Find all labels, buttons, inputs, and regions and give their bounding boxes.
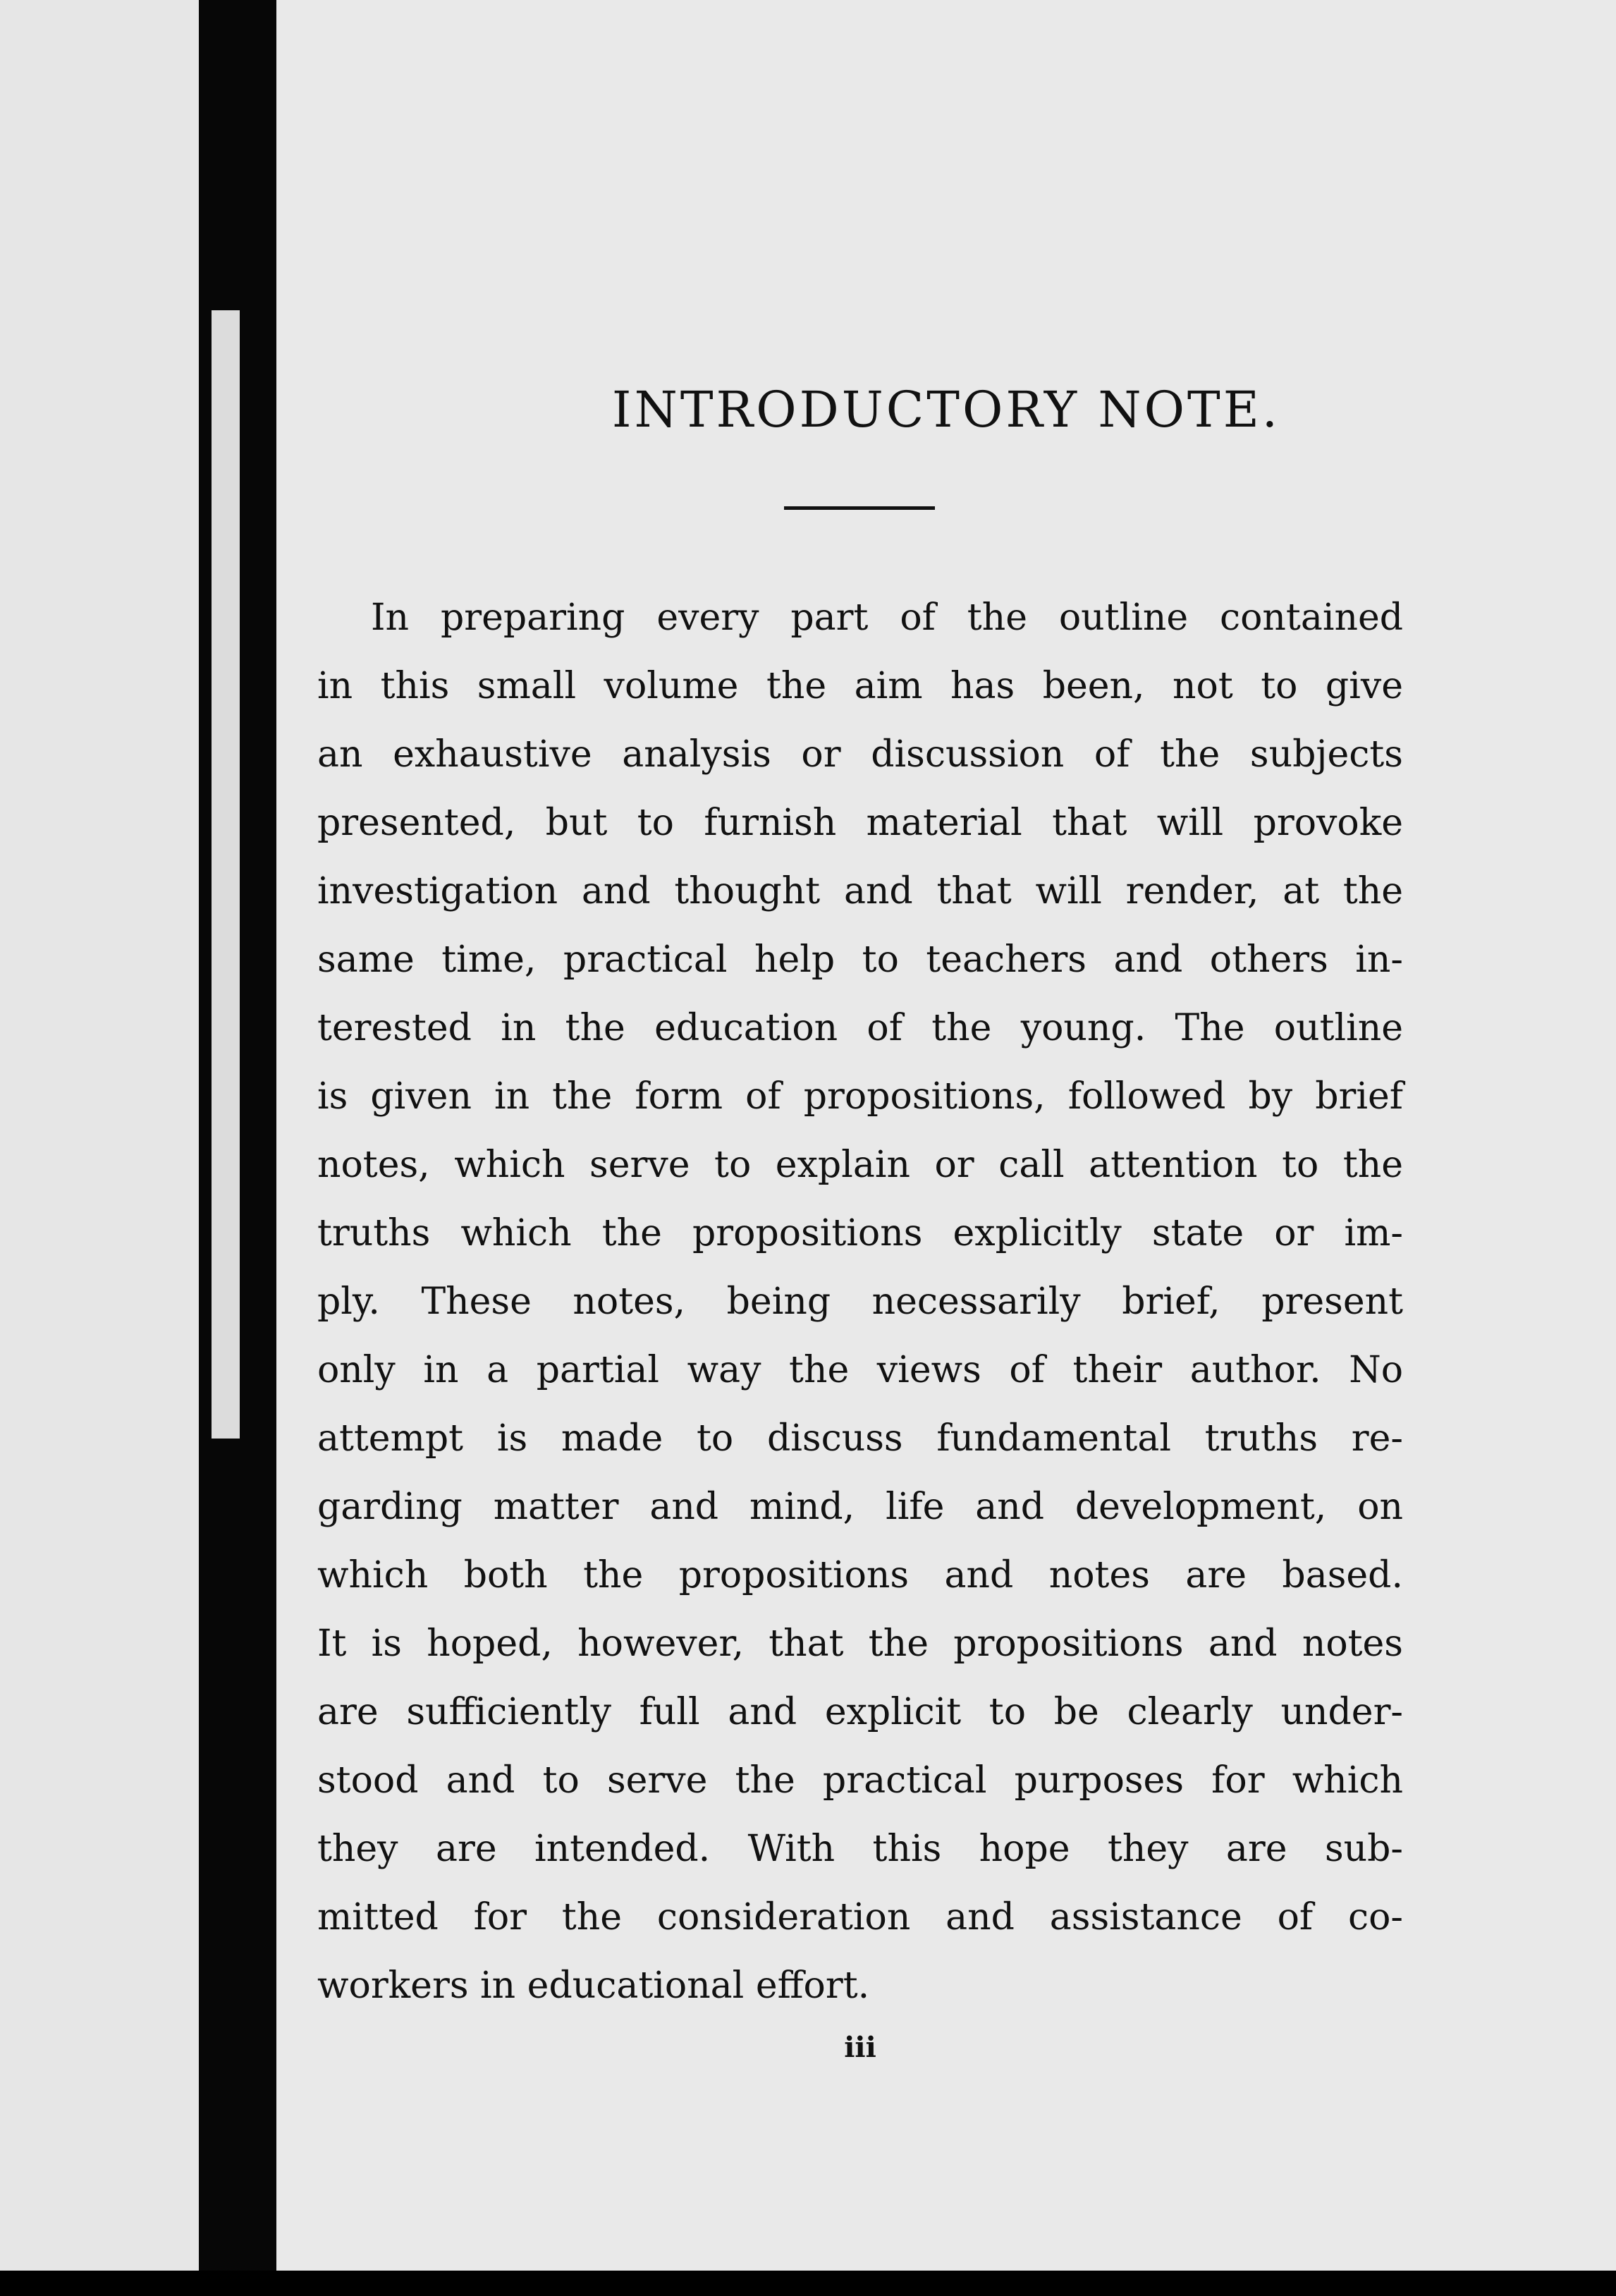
- paragraph-line: an exhaustive analysis or discussion of the subjects: [317, 733, 1403, 776]
- paragraph-line: terested in the education of the young. The outline: [317, 1007, 1403, 1049]
- paragraph-line: mitted for the consideration and assistance of co-: [317, 1896, 1403, 1938]
- paragraph-line: which both the propositions and notes are based.: [317, 1554, 1403, 1596]
- paragraph-line: investigation and thought and that will render, at the: [317, 870, 1403, 912]
- paragraph-line: It is hoped, however, that the propositions and notes: [317, 1623, 1403, 1665]
- gutter-strip: [212, 310, 240, 1439]
- paragraph-line: is given in the form of propositions, followed by brief: [317, 1075, 1403, 1118]
- paragraph-line: they are intended. With this hope they are sub-: [317, 1828, 1403, 1870]
- paragraph-line: notes, which serve to explain or call attention to the: [317, 1144, 1403, 1186]
- paragraph-line: only in a partial way the views of their author. No: [317, 1349, 1403, 1391]
- paragraph-line: in this small volume the aim has been, not to give: [317, 665, 1403, 707]
- paragraph-line: stood and to serve the practical purposes for which: [317, 1759, 1403, 1802]
- page-heading: INTRODUCTORY NOTE.: [611, 381, 1281, 439]
- paragraph-line: presented, but to furnish material that will provoke: [317, 802, 1403, 844]
- introductory-paragraph: [317, 584, 1403, 2020]
- paragraph-line: truths which the propositions explicitly state or im-: [317, 1212, 1403, 1254]
- paragraph-line: same time, practical help to teachers and others in-: [317, 939, 1403, 981]
- paragraph-line: In preparing every part of the outline contained: [371, 597, 1403, 639]
- paragraph-line: workers in educational effort.: [317, 1965, 870, 2007]
- paragraph-line: garding matter and mind, life and development, on: [317, 1486, 1403, 1528]
- heading-rule: [784, 506, 935, 510]
- paragraph-line: are sufficiently full and explicit to be clearly under-: [317, 1691, 1403, 1733]
- facing-page-edge: [0, 0, 199, 2296]
- paragraph-line: ply. These notes, being necessarily brief, present: [317, 1281, 1403, 1323]
- bottom-edge: [0, 2271, 1616, 2296]
- paragraph-line: attempt is made to discuss fundamental truths re-: [317, 1417, 1403, 1460]
- page-number: iii: [844, 2031, 876, 2064]
